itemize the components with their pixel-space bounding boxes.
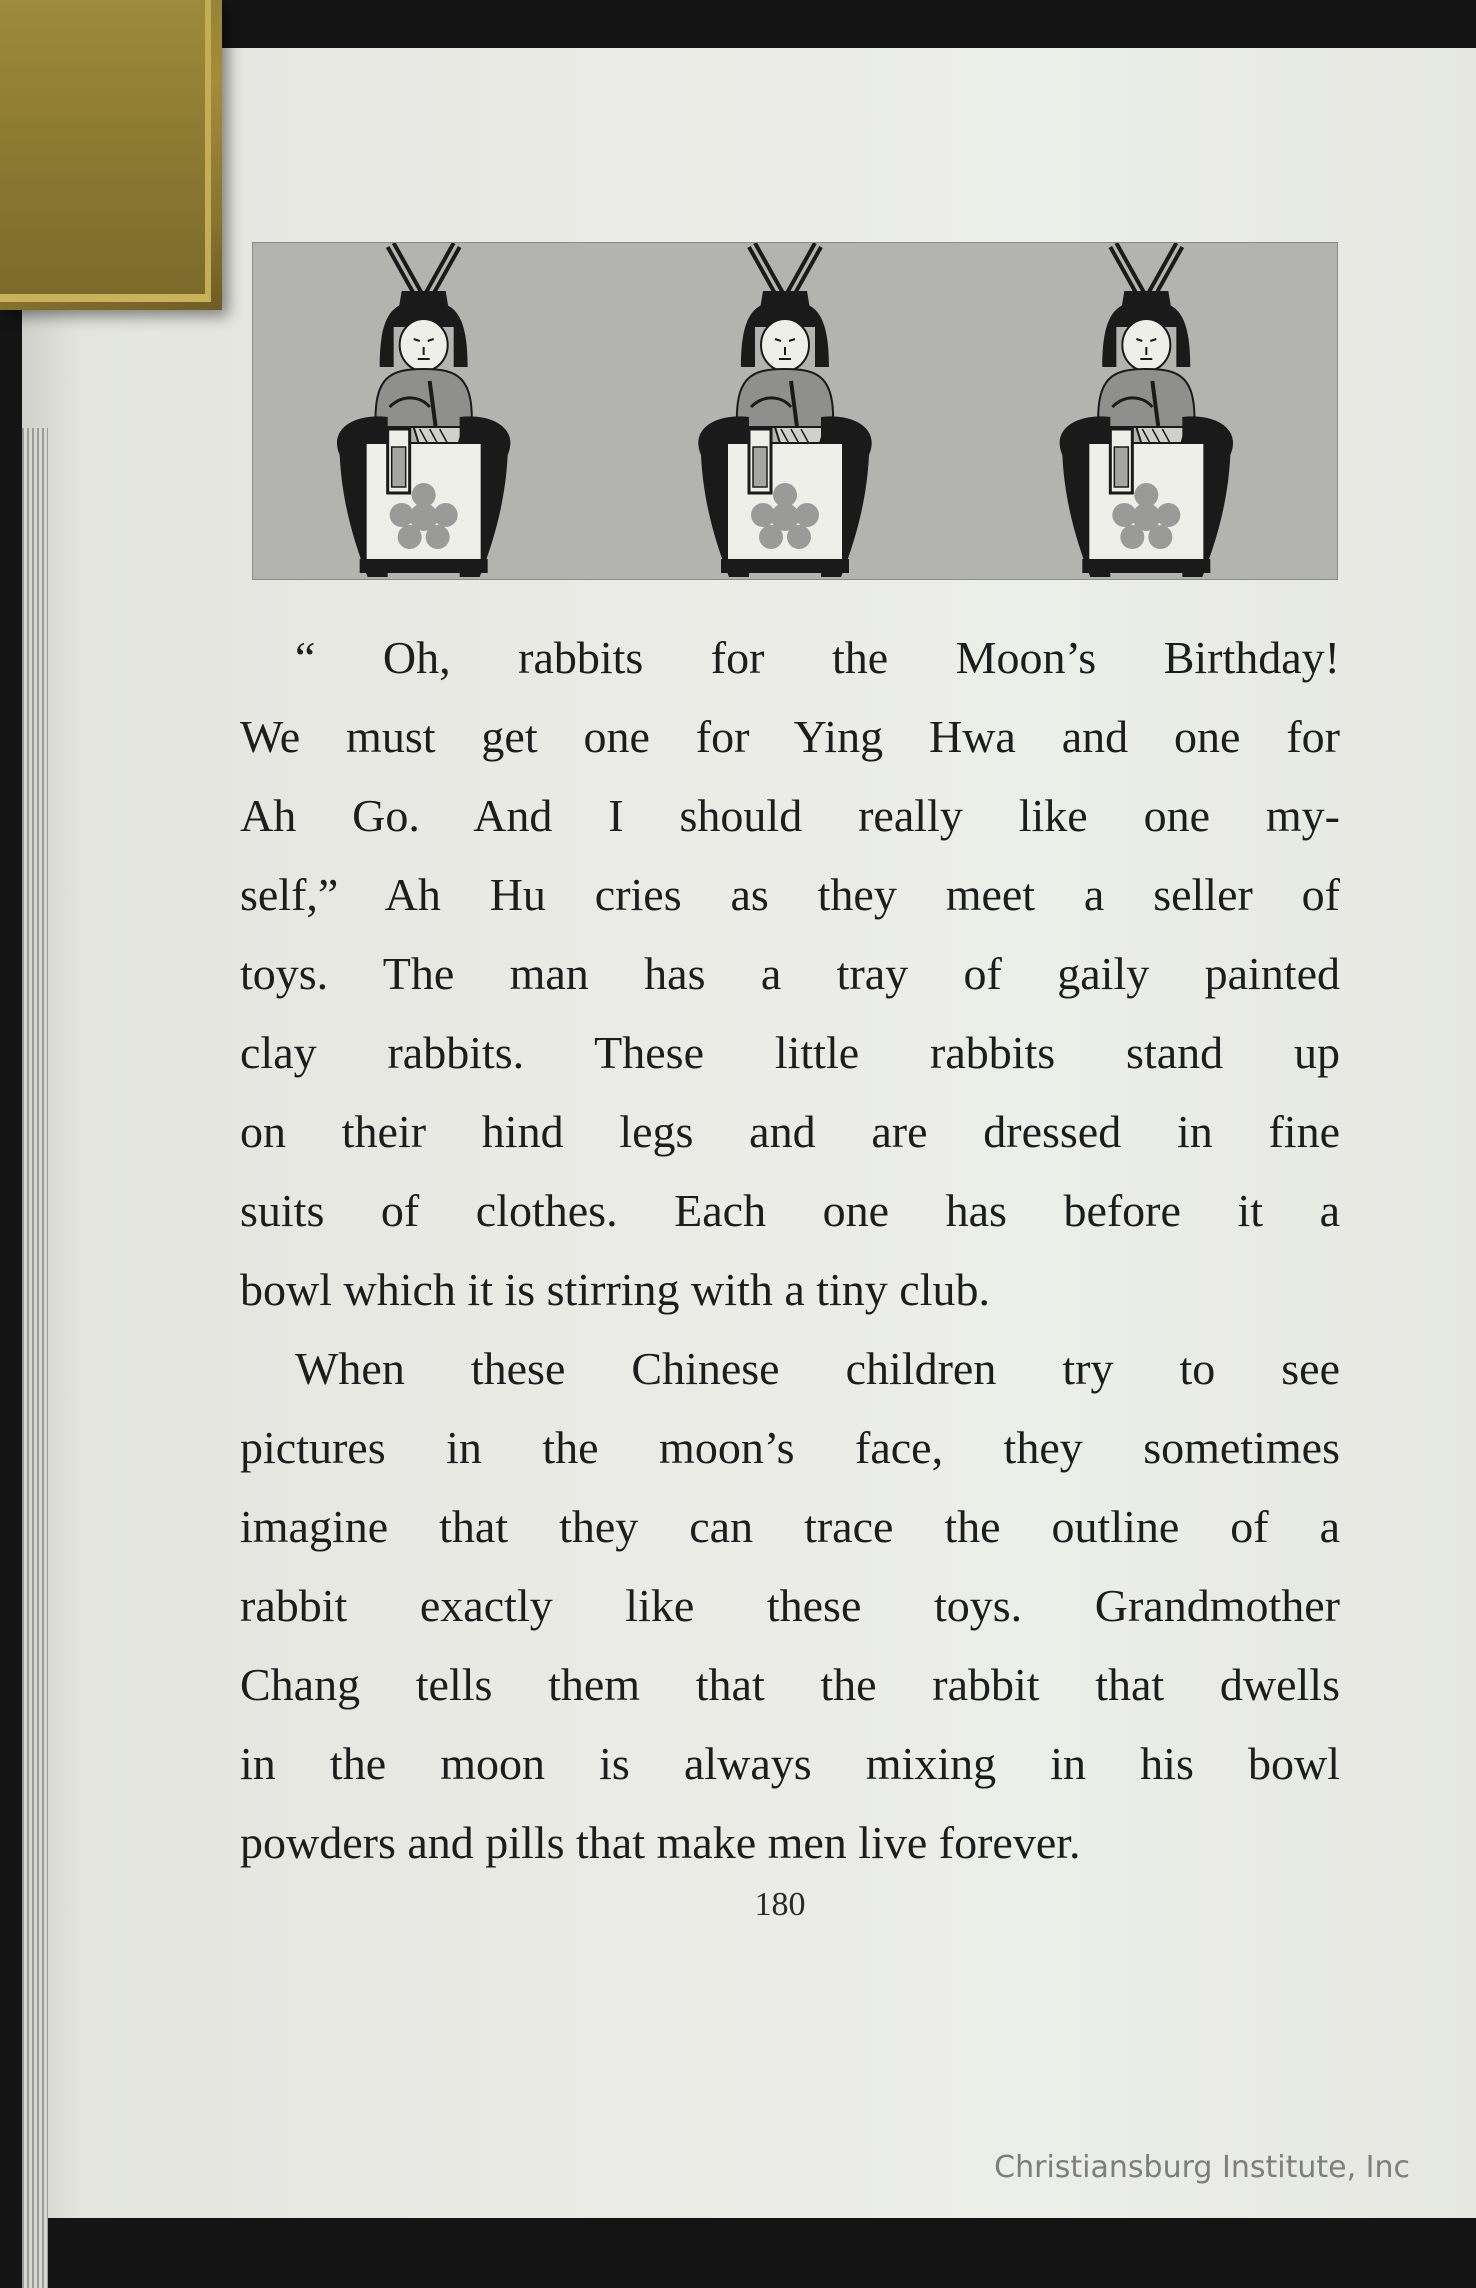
text-line: When these Chinese children try to see [295,1343,1340,1394]
page-number: 180 [754,1886,806,1923]
text-line: rabbit exactly like these toys. Grandmother [240,1580,1340,1631]
text-line: We must get one for Ying Hwa and one for [240,711,1340,762]
text-line: bowl which it is stirring with a tiny club. [240,1264,990,1315]
bookmark-tab [0,0,222,310]
text-line: clay rabbits. These little rabbits stand up [240,1027,1340,1078]
clay-rabbit-icon [1060,243,1233,577]
text-line: pictures in the moon’s face, they sometimes [240,1422,1340,1473]
page-edges [22,428,48,2288]
body-text [240,618,1340,1882]
text-line: imagine that they can trace the outline of a [240,1501,1340,1552]
text-line: Ah Go. And I should really like one my- [240,790,1340,841]
rabbits-figure [253,243,1337,579]
text-line: in the moon is always mixing in his bowl [240,1738,1340,1789]
bookmark-front [0,0,211,302]
text-line: powders and pills that make men live forever. [240,1817,1081,1868]
text-line: Chang tells them that the rabbit that dwells [240,1659,1340,1710]
text-line: “ Oh, rabbits for the Moon’s Birthday! [295,632,1340,683]
clay-rabbit-icon [698,243,871,577]
text-line: toys. The man has a tray of gaily painted [240,948,1340,999]
text-line: suits of clothes. Each one has before it a [240,1185,1340,1236]
clay-rabbit-icon [337,243,510,577]
rabbit-illustration [252,242,1338,580]
watermark: Christiansburg Institute, Inc [994,2150,1410,2185]
text-line: self,” Ah Hu cries as they meet a seller of [240,869,1340,920]
text-line: on their hind legs and are dressed in fine [240,1106,1340,1157]
